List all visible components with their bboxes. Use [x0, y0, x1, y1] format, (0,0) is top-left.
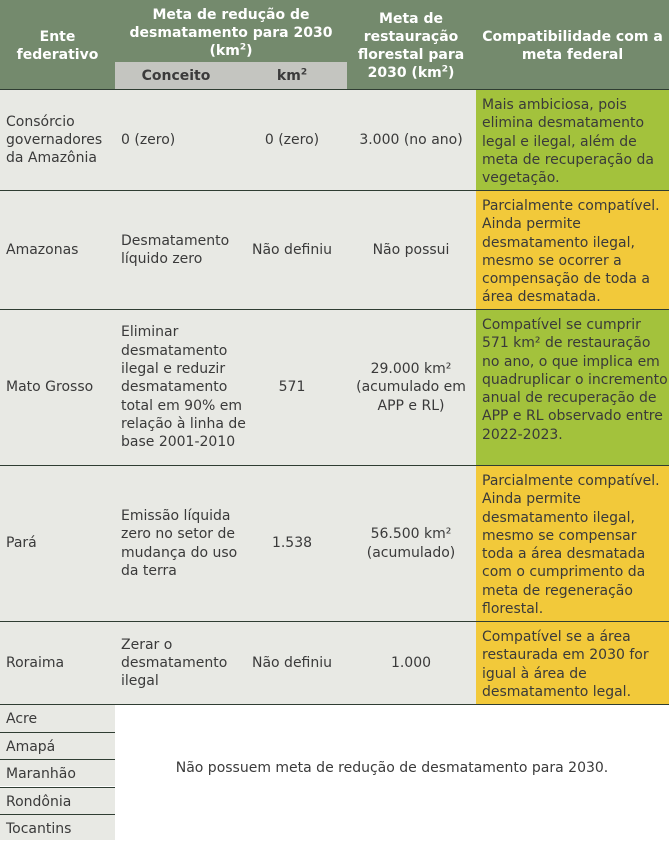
table-row: [0, 309, 669, 465]
cell-compat: Mais ambiciosa, pois elimina desmatamento legal e ilegal, além de meta de recuperação da vegetação.: [476, 90, 669, 190]
cell-compat: Compatível se a área restaurada em 2030 for igual à área de desmatamento legal.: [476, 622, 669, 704]
cell-compat: Parcialmente compatível. Ainda permite desmatamento ilegal, mesmo se ocorrer a compensação de toda a área desmatada.: [476, 191, 669, 309]
cell-restauracao: 1.000: [390, 654, 432, 671]
table-row: [0, 190, 669, 309]
state-label: Amapá: [0, 732, 115, 759]
cell-restauracao: 3.000 (no ano): [359, 131, 463, 148]
cell-km2: 0 (zero): [264, 131, 320, 148]
table-row: [0, 89, 669, 190]
cell-conceito: Eliminar desmatamento ilegal e reduzir desmatamento total em 90% em relação à linha de base 2001-2010: [121, 324, 246, 451]
cell-km2: 1.538: [271, 535, 313, 552]
cell-km2: 571: [278, 379, 306, 396]
header-ente: Ente federativo: [16, 29, 99, 63]
cell-compat: Compatível se cumprir 571 km² de restauração no ano, o que implica em quadruplicar o incremento anual de recuperação de APP e RL observado entre 2022-2023.: [476, 310, 669, 465]
cell-ente: Pará: [6, 535, 37, 552]
header-compat: Compatibilidade com a meta federal: [482, 29, 663, 63]
cell-restauracao: 29.000 km² (acumulado em APP e RL): [356, 361, 466, 414]
table-row: [0, 465, 669, 621]
header-reduction: Meta de redução de desmatamento para 2030 $(km^2)$: [129, 7, 333, 59]
state-label: Acre: [0, 705, 115, 732]
subheader-conceito: Conceito: [141, 68, 211, 84]
cell-ente: Amazonas: [6, 241, 79, 258]
cell-compat: Parcialmente compatível. Ainda permite desmatamento ilegal, mesmo se compensar toda a área desmatada com o cumprimento da meta de regeneração florestal.: [476, 466, 669, 621]
table-row: [0, 621, 669, 705]
cell-restauracao: Não possui: [372, 241, 450, 258]
cell-km2: Não definiu: [251, 241, 333, 258]
subheader-km2: $km^2$: [276, 67, 308, 84]
cell-ente: Roraima: [6, 654, 65, 671]
state-label: Maranhão: [0, 759, 115, 786]
state-label: Tocantins: [0, 814, 115, 840]
header-restoration: Meta de restauração florestal para 2030 $(km^2)$: [357, 11, 465, 81]
cell-conceito: 0 (zero): [121, 131, 176, 148]
cell-conceito: Desmatamento líquido zero: [121, 232, 230, 267]
state-label: Rondônia: [0, 787, 115, 814]
cell-km2: Não definiu: [251, 654, 333, 671]
cell-conceito: Zerar o desmatamento ilegal: [121, 636, 228, 690]
cell-restauracao: 56.500 km² (acumulado): [366, 526, 456, 561]
cell-ente: Mato Grosso: [6, 379, 94, 396]
cell-conceito: Emissão líquida zero no setor de mudança do uso da terra: [121, 507, 238, 579]
no-goal-note: Não possuem meta de redução de desmatamento para 2030.: [175, 760, 609, 776]
cell-ente: Consórcio governadores da Amazônia: [6, 113, 103, 167]
